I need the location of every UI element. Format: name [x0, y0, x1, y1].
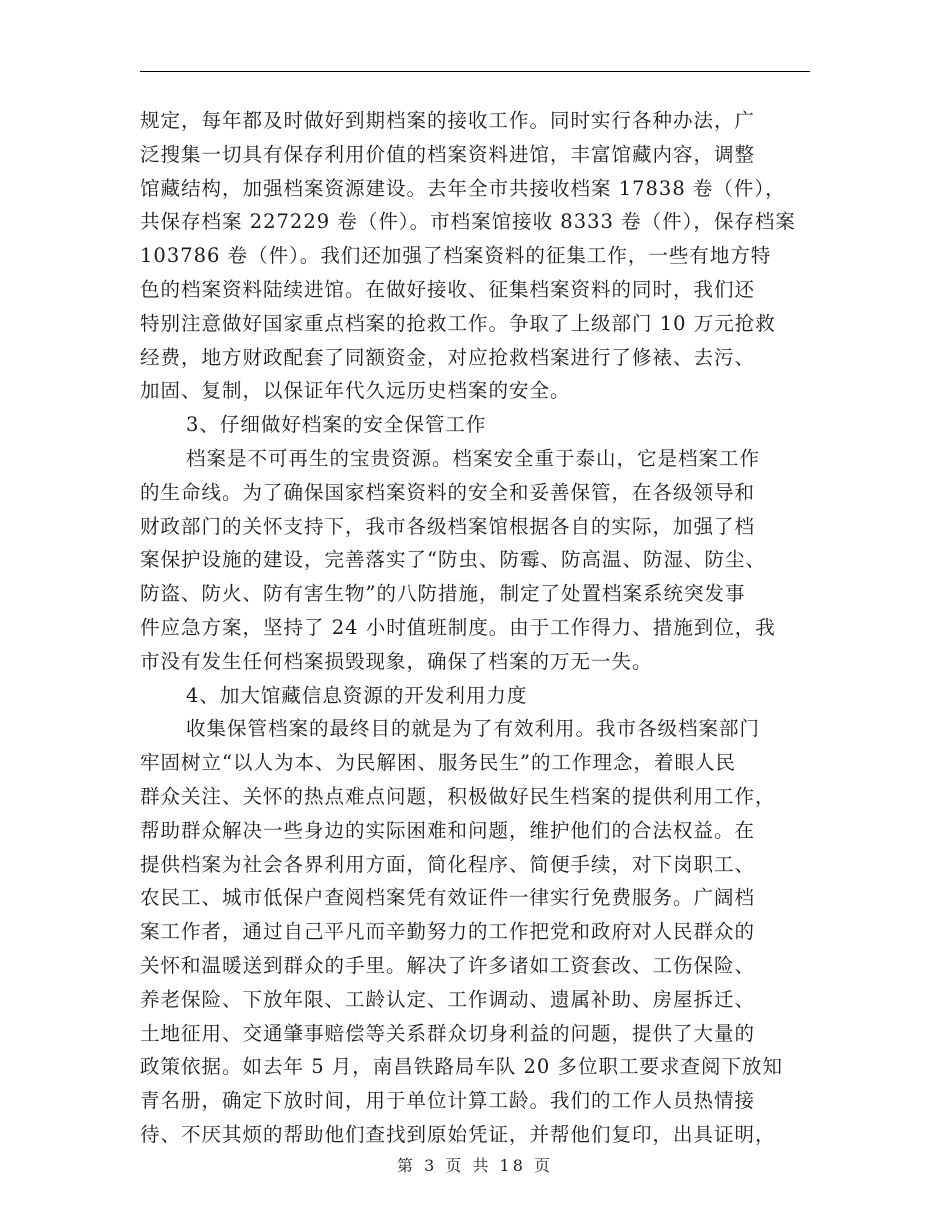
text-line: 青名册，确定下放时间，用于单位计算工龄。我们的工作人员热情接 — [140, 1089, 756, 1113]
text-line: 土地征用、交通肇事赔偿等关系群众切身利益的问题，提供了大量的 — [140, 1021, 756, 1045]
text-line: 待、不厌其烦的帮助他们查找到原始凭证，并帮他们复印，出具证明， — [140, 1122, 776, 1146]
text-line: 财政部门的关怀支持下，我市各级档案馆根据各自的实际，加强了档 — [140, 514, 756, 538]
text-line: 加固、复制，以保证年代久远历史档案的安全。 — [140, 379, 571, 403]
paragraph-start-line: 收集保管档案的最终目的就是为了有效利用。我市各级档案部门 — [186, 717, 761, 741]
paragraph-start-line: 3、仔细做好档案的安全保管工作 — [186, 413, 487, 437]
text-line: 案保护设施的建设，完善落实了“防虫、防霉、防高温、防湿、防尘、 — [140, 548, 766, 572]
text-line: 经费，地方财政配套了同额资金，对应抢救档案进行了修裱、去污、 — [140, 345, 756, 369]
text-line: 的生命线。为了确保国家档案资料的安全和妥善保管，在各级领导和 — [140, 480, 756, 504]
text-line: 关怀和温暖送到群众的手里。解决了许多诸如工资套改、工伤保险、 — [140, 953, 756, 977]
text-line: 馆藏结构，加强档案资源建设。去年全市共接收档案 17838 卷（件）， — [140, 176, 786, 200]
text-line: 牢固树立“以人为本、为民解困、服务民生”的工作理念，着眼人民 — [140, 751, 736, 775]
header-rule — [140, 71, 810, 72]
paragraph-start-line: 档案是不可再生的宝贵资源。档案安全重于泰山，它是档案工作 — [186, 446, 761, 470]
text-line: 特别注意做好国家重点档案的抢救工作。争取了上级部门 10 万元抢救 — [140, 311, 776, 335]
text-line: 农民工、城市低保户查阅档案凭有效证件一律实行免费服务。广阔档 — [140, 886, 756, 910]
document-body — [140, 104, 810, 1152]
text-line: 共保存档案 227229 卷（件）。市档案馆接收 8333 卷（件），保存档案 — [140, 210, 796, 234]
text-line: 案工作者，通过自己平凡而辛勤努力的工作把党和政府对人民群众的 — [140, 920, 756, 944]
text-line: 政策依据。如去年 5 月，南昌铁路局车队 20 多位职工要求查阅下放知 — [140, 1055, 784, 1079]
text-line: 色的档案资料陆续进馆。在做好接收、征集档案资料的同时，我们还 — [140, 277, 756, 301]
text-line: 103786 卷（件）。我们还加强了档案资料的征集工作，一些有地方特 — [140, 244, 772, 268]
text-line: 件应急方案，坚持了 24 小时值班制度。由于工作得力、措施到位，我 — [140, 615, 776, 639]
text-line: 市没有发生任何档案损毁现象，确保了档案的万无一失。 — [140, 649, 653, 673]
text-line: 养老保险、下放年限、工龄认定、工作调动、遗属补助、房屋拆迁、 — [140, 987, 756, 1011]
text-line: 防盗、防火、防有害生物”的八防措施，制定了处置档案系统突发事 — [140, 582, 746, 606]
paragraph-start-line: 4、加大馆藏信息资源的开发利用力度 — [186, 683, 528, 707]
text-line: 帮助群众解决一些身边的实际困难和问题，维护他们的合法权益。在 — [140, 818, 756, 842]
text-line: 提供档案为社会各界利用方面，简化程序、简便手续，对下岗职工、 — [140, 852, 756, 876]
text-line: 群众关注、关怀的热点难点问题，积极做好民生档案的提供利用工作， — [140, 784, 776, 808]
text-line: 泛搜集一切具有保存利用价值的档案资料进馆，丰富馆藏内容，调整 — [140, 142, 756, 166]
text-line: 规定，每年都及时做好到期档案的接收工作。同时实行各种办法，广 — [140, 109, 756, 132]
page-number-footer: 第 3 页 共 18 页 — [397, 1156, 553, 1175]
